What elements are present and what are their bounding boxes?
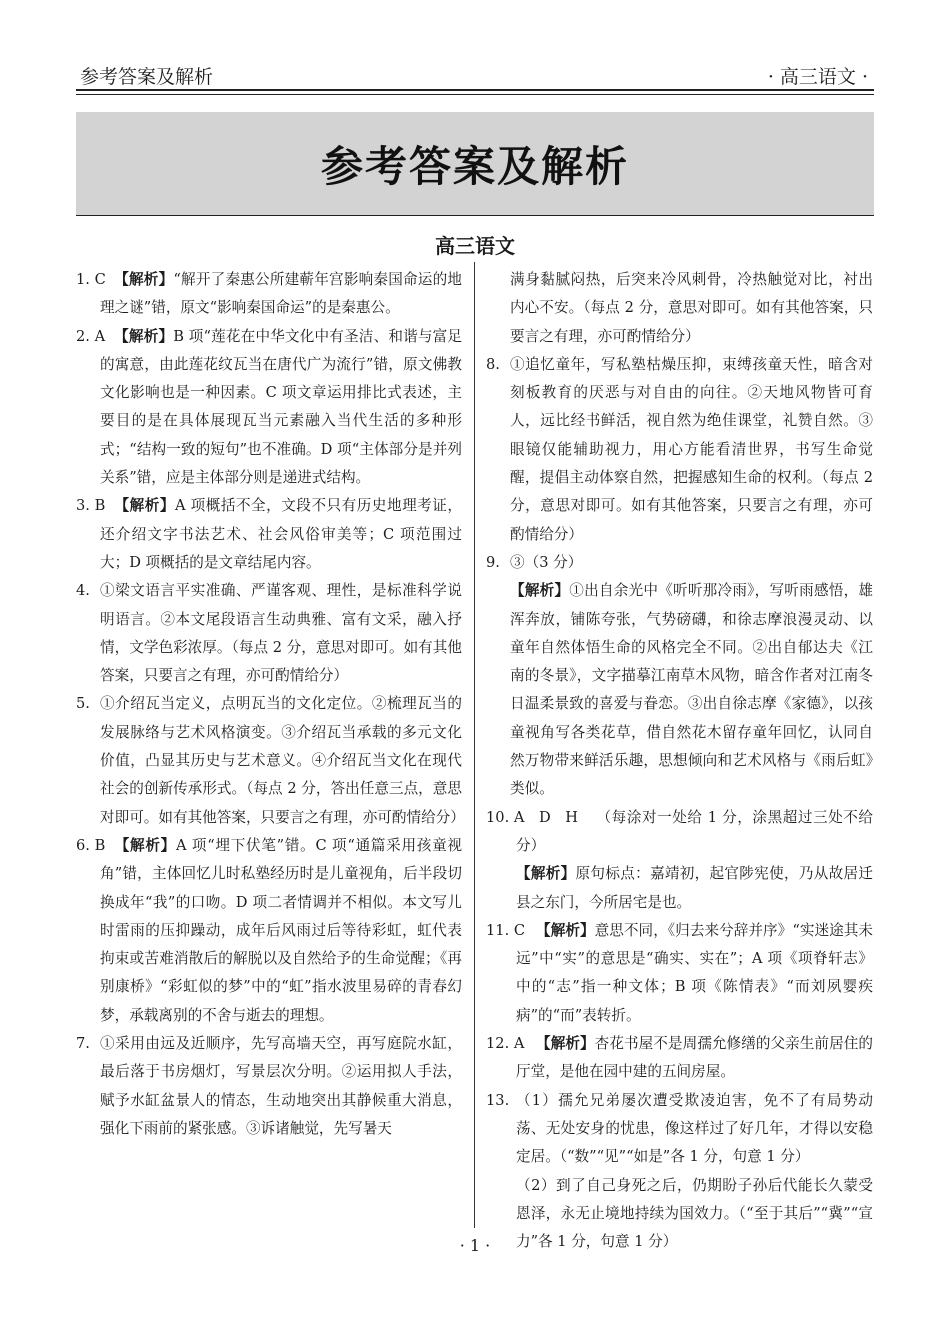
item-text: 满身黏腻闷热，后突来冷风刺骨，冷热触觉对比，衬出内心不安。（每点 2 分，意思对即可。如有其他答案，只要言之有理，亦可酌情给分） bbox=[510, 271, 873, 345]
item-text: ①采用由远及近顺序，先写高墙天空，再写庭院水缸，最后落于书房烟灯，写景层次分明。②运用拟人手法，赋予水缸盆景人的情态，生动地突出其静候重大消息，强化下雨前的紧张感。③诉诸触觉，先写暑天 bbox=[100, 1035, 462, 1137]
answer-item-12 bbox=[486, 1030, 873, 1087]
item-number: 4. bbox=[76, 582, 90, 600]
page-header bbox=[76, 58, 874, 90]
item-number: 7. bbox=[76, 1035, 90, 1053]
answer-item-8 bbox=[486, 351, 873, 549]
analysis-tag: 【解析】 bbox=[114, 327, 174, 345]
analysis-tag: 【解析】 bbox=[536, 921, 595, 939]
analysis-tag: 【解析】 bbox=[510, 582, 570, 600]
item-number: 13. bbox=[486, 1091, 510, 1109]
answer-item-10 bbox=[486, 804, 873, 861]
column-divider bbox=[474, 262, 475, 1228]
page-number: · 1 · bbox=[459, 1236, 491, 1255]
item-number: 6. B bbox=[76, 836, 106, 854]
right-column bbox=[486, 266, 873, 1256]
item-number: 1. C bbox=[76, 271, 106, 288]
answer-item-11 bbox=[486, 917, 873, 1030]
answer-item-3 bbox=[76, 492, 462, 577]
analysis-tag: 【解析】 bbox=[516, 865, 576, 883]
header-left-title: 参考答案及解析 bbox=[80, 66, 214, 88]
answer-item-4 bbox=[76, 577, 462, 690]
item-text: A 项概括不全，文段不只有历史地理考证，还介绍文字书法艺术、社会风俗审美等；C 项范围过大；D 项概括的是文章结尾内容。 bbox=[100, 497, 462, 571]
answer-item-13 bbox=[486, 1087, 873, 1172]
header-rule bbox=[76, 89, 874, 91]
analysis-tag: 【解析】 bbox=[114, 497, 175, 515]
answer-item-10-analysis bbox=[486, 860, 873, 917]
item-number: 5. bbox=[76, 695, 90, 713]
analysis-tag: 【解析】 bbox=[536, 1035, 595, 1053]
item-text: A 项“埋下伏笔”错。C 项“通篇采用孩童视角”错，主体回忆儿时私塾经历时是儿童视角，后半段切换成年“我”的口吻。D 项二者情调并不相似。本文写儿时雷雨的压抑躁动，成年后风雨过后等待彩虹，虹代表拘束或苦难消散后的解脱以及自然给予的生命觉醒；《再别康桥》“彩虹似的梦”中的“虹”指水波里易碎的青春幻梦，承载离别的不舍与逝去的理想。 bbox=[100, 836, 462, 1024]
answer-item-2 bbox=[76, 323, 462, 493]
banner-title: 参考答案及解析 bbox=[320, 141, 629, 191]
item-text: “解开了秦惠公所建蕲年宫影响秦国命运的地理之谜”错，原文“影响秦国命运”的是秦惠公。 bbox=[100, 271, 462, 317]
item-number: 11. C bbox=[486, 921, 526, 939]
item-number: 9. bbox=[486, 553, 500, 571]
answer-item-7-continued bbox=[486, 266, 873, 351]
header-right-subject: · 高三语文 · bbox=[767, 66, 868, 88]
item-text: 杏花书屋不是周孺允修缮的父亲生前居住的厅堂，是他在园中建的五间房屋。 bbox=[516, 1035, 873, 1081]
item-number: 12. A bbox=[486, 1035, 525, 1053]
left-column bbox=[76, 266, 465, 1143]
subject-heading: 高三语文 bbox=[435, 234, 515, 258]
item-text: 意思不同，《归去来兮辞并序》“实迷途其未远”中“实”的意思是“确实、实在”；A 项《项脊轩志》中的“志”指一种文体；B 项《陈情表》“而刘夙婴疾病”的“而”表转折。 bbox=[516, 921, 873, 1024]
item-number: 3. B bbox=[76, 497, 106, 515]
item-number: 10. A D H bbox=[486, 808, 579, 826]
item-text: （2）到了自己身死之后，仍期盼子孙后代能长久蒙受恩泽，永无止境地持续为国效力。（“至于其后”“冀”“宣力”各 1 分，句意 1 分） bbox=[516, 1176, 873, 1251]
item-text: B 项“莲花在中华文化中有圣洁、和谐与富足的寓意，由此莲花纹瓦当在唐代广为流行”错，原文佛教文化影响也是一种因素。C 项文章运用排比式表述，主要目的是在具体展现瓦当元素融入当代生活的多种形式；“结构一致的短句”也不准确。D 项“主体部分是并列关系”错，应是主体部分则是递进式结构。 bbox=[100, 327, 462, 487]
item-text: ①出自余光中《听听那冷雨》，写听雨感悟，雄浑奔放，铺陈夸张，气势磅礴，和徐志摩浪漫灵动、以童年自然体悟生命的风格完全不同。②出自郁达夫《江南的冬景》，文字描摹江南草木风物，暗含作者对江南冬日温柔景致的喜爱与眷恋。③出自徐志摩《家德》，以孩童视角写各类花草，借自然花木留存童年回忆，认同自然万物带来鲜活乐趣，思想倾向和艺术风格与《雨后虹》类似。 bbox=[510, 582, 873, 798]
item-text: ①梁文语言平实准确、严谨客观、理性，是标准科学说明语言。②本文尾段语言生动典雅、富有文采，融入抒情，文学色彩浓厚。（每点 2 分，意思对即可。如有其他答案，只要言之有理，亦可酌情给分） bbox=[100, 582, 462, 685]
analysis-tag: 【解析】 bbox=[114, 836, 176, 854]
answer-item-9 bbox=[486, 549, 873, 577]
answer-item-6 bbox=[76, 832, 462, 1030]
item-text: ①介绍瓦当定义，点明瓦当的文化定位。②梳理瓦当的发展脉络与艺术风格演变。③介绍瓦当承载的多元文化价值，凸显其历史与艺术意义。④介绍瓦当文化在现代社会的创新传承形式。（每点 2 分，答出任意三点，意思对即可。如有其他答案，只要言之有理，亦可酌情给分） bbox=[100, 695, 465, 826]
item-number: 8. bbox=[486, 355, 500, 373]
item-text: （1）孺允兄弟屡次遭受欺凌迫害，免不了有局势动荡、无处安身的忧患，像这样过了好几年，才得以安稳定居。（“数”“见”“如是”各 1 分，句意 1 分） bbox=[516, 1091, 873, 1166]
analysis-tag: 【解析】 bbox=[114, 271, 174, 288]
answer-item-9-analysis bbox=[486, 577, 873, 803]
answer-item-7 bbox=[76, 1030, 462, 1143]
answer-item-5 bbox=[76, 690, 465, 831]
item-text: ③（3 分） bbox=[510, 553, 583, 571]
item-text: ①追忆童年，写私塾枯燥压抑，束缚孩童天性，暗含对刻板教育的厌恶与对自由的向往。②天地风物皆可育人，远比经书鲜活，视自然为绝佳课堂，礼赞自然。③眼镜仅能辅助视力，用心方能看清世界，书写生命觉醒，提倡主动体察自然，把握感知生命的权利。（每点 2 分，意思对即可。如有其他答案，只要言之有理，亦可酌情给分） bbox=[510, 355, 873, 543]
item-text: 原句标点：嘉靖初，起官陟宪使，乃从故居迁县之东门，今所居宅是也。 bbox=[516, 865, 873, 911]
title-banner bbox=[76, 112, 874, 216]
item-number: 2. A bbox=[76, 327, 106, 345]
answer-item-1 bbox=[76, 266, 462, 323]
item-text: （每涂对一处给 1 分，涂黑超过三处不给分） bbox=[516, 808, 873, 854]
header-rule-thin bbox=[76, 94, 874, 95]
